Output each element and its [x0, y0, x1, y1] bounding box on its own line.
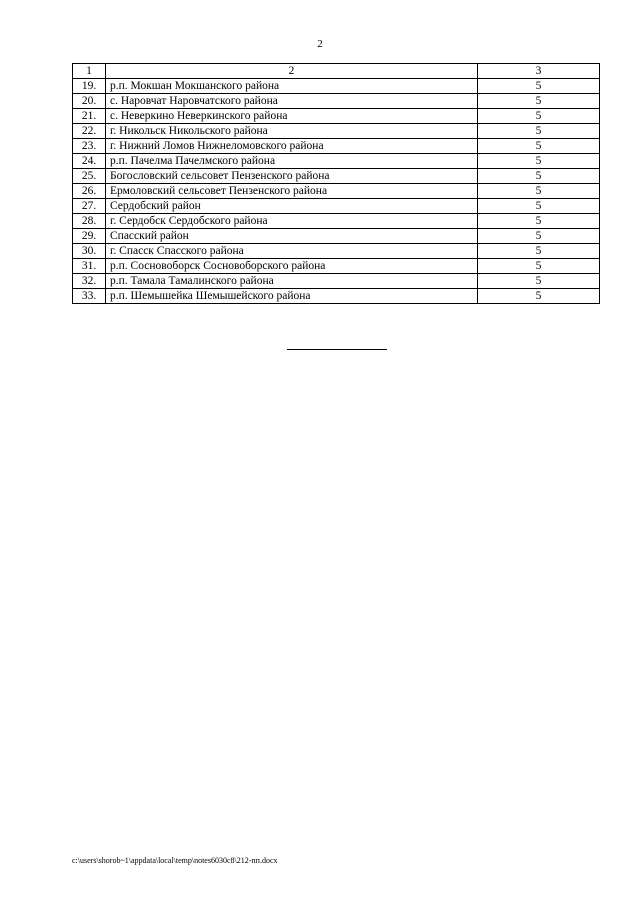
- page-number: 2: [317, 38, 323, 50]
- row-number-cell: 26.: [73, 184, 106, 199]
- footer-file-path: c:\users\shorob~1\appdata\local\temp\notes6030c8\212-пп.docx: [72, 856, 278, 865]
- value-cell: 5: [478, 94, 600, 109]
- row-number-cell: 31.: [73, 259, 106, 274]
- table-row: [73, 79, 600, 94]
- value-cell: 5: [478, 199, 600, 214]
- table-row: [73, 259, 600, 274]
- table-row: [73, 244, 600, 259]
- row-number-cell: 25.: [73, 169, 106, 184]
- row-number-cell: 20.: [73, 94, 106, 109]
- locality-name-cell: Спасский район: [106, 229, 478, 244]
- table-row: [73, 229, 600, 244]
- row-number-cell: 24.: [73, 154, 106, 169]
- table-row: [73, 139, 600, 154]
- value-cell: 5: [478, 184, 600, 199]
- table-row: [73, 94, 600, 109]
- document-table: [72, 63, 600, 304]
- table-row: [73, 214, 600, 229]
- value-cell: 5: [478, 79, 600, 94]
- row-number-cell: 23.: [73, 139, 106, 154]
- locality-name-cell: г. Никольск Никольского района: [106, 124, 478, 139]
- table-row: [73, 289, 600, 304]
- value-cell: 5: [478, 124, 600, 139]
- value-cell: 5: [478, 214, 600, 229]
- locality-name-cell: р.п. Мокшан Мокшанского района: [106, 79, 478, 94]
- table-row: [73, 109, 600, 124]
- column-header-1: 1: [73, 64, 106, 79]
- locality-name-cell: Ермоловский сельсовет Пензенского района: [106, 184, 478, 199]
- table-row: [73, 274, 600, 289]
- table-row: [73, 199, 600, 214]
- locality-name-cell: г. Сердобск Сердобского района: [106, 214, 478, 229]
- row-number-cell: 29.: [73, 229, 106, 244]
- value-cell: 5: [478, 274, 600, 289]
- row-number-cell: 27.: [73, 199, 106, 214]
- value-cell: 5: [478, 109, 600, 124]
- locality-name-cell: р.п. Сосновоборск Сосновоборского района: [106, 259, 478, 274]
- locality-name-cell: р.п. Пачелма Пачелмского района: [106, 154, 478, 169]
- row-number-cell: 21.: [73, 109, 106, 124]
- locality-name-cell: г. Спасск Спасского района: [106, 244, 478, 259]
- value-cell: 5: [478, 139, 600, 154]
- row-number-cell: 30.: [73, 244, 106, 259]
- table-header-row: [73, 64, 600, 79]
- column-header-3: 3: [478, 64, 600, 79]
- row-number-cell: 19.: [73, 79, 106, 94]
- table-row: [73, 124, 600, 139]
- locality-name-cell: р.п. Шемышейка Шемышейского района: [106, 289, 478, 304]
- locality-name-cell: с. Наровчат Наровчатского района: [106, 94, 478, 109]
- locality-name-cell: Сердобский район: [106, 199, 478, 214]
- value-cell: 5: [478, 169, 600, 184]
- table-body: [73, 79, 600, 304]
- locality-name-cell: р.п. Тамала Тамалинского района: [106, 274, 478, 289]
- table-row: [73, 169, 600, 184]
- locality-name-cell: г. Нижний Ломов Нижнеломовского района: [106, 139, 478, 154]
- end-divider-line: [287, 349, 387, 350]
- row-number-cell: 32.: [73, 274, 106, 289]
- table-row: [73, 154, 600, 169]
- table-row: [73, 184, 600, 199]
- value-cell: 5: [478, 229, 600, 244]
- column-header-2: 2: [106, 64, 478, 79]
- value-cell: 5: [478, 244, 600, 259]
- value-cell: 5: [478, 289, 600, 304]
- row-number-cell: 33.: [73, 289, 106, 304]
- locality-name-cell: с. Неверкино Неверкинского района: [106, 109, 478, 124]
- row-number-cell: 22.: [73, 124, 106, 139]
- row-number-cell: 28.: [73, 214, 106, 229]
- value-cell: 5: [478, 154, 600, 169]
- locality-name-cell: Богословский сельсовет Пензенского района: [106, 169, 478, 184]
- value-cell: 5: [478, 259, 600, 274]
